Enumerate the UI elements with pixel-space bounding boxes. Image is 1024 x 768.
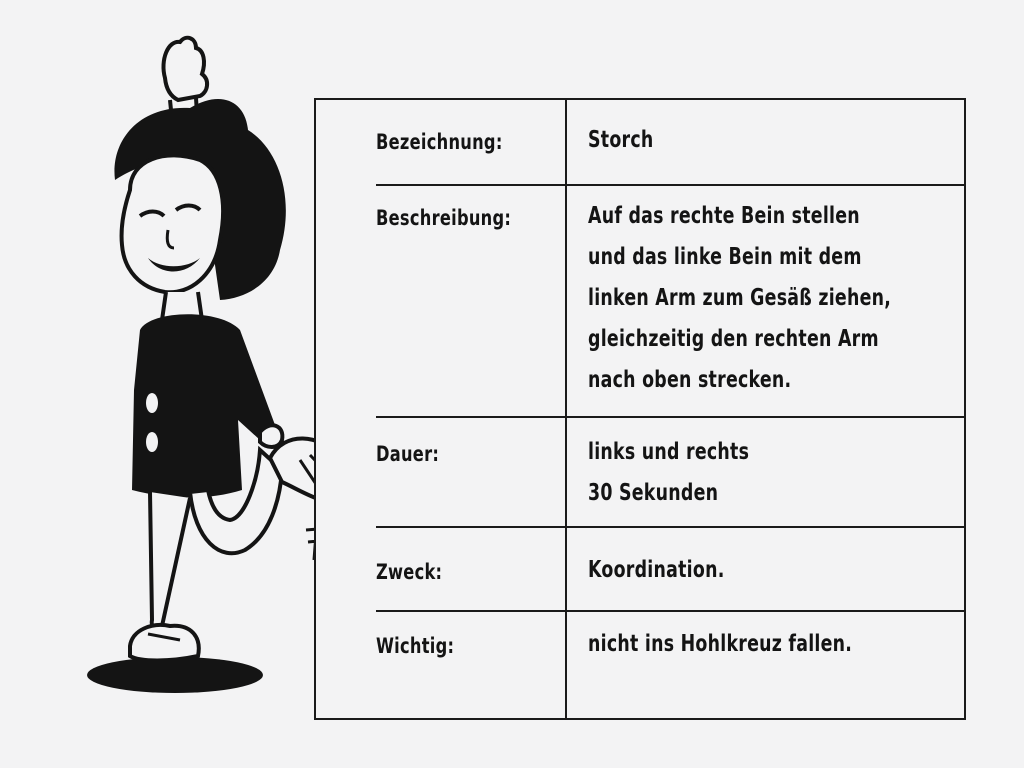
table-row bbox=[376, 528, 964, 612]
row-value: nicht ins Hohlkreuz fallen. bbox=[588, 631, 853, 657]
table-row bbox=[376, 100, 964, 186]
row-label: Dauer: bbox=[376, 442, 440, 466]
row-value: Koordination. bbox=[588, 557, 725, 583]
table-row bbox=[376, 418, 964, 528]
row-label: Bezeichnung: bbox=[376, 130, 503, 154]
row-value: Auf das rechte Bein stellen und das linke Bein mit dem linken Arm zum Gesäß ziehen, gleichzeitig den rechten Arm nach oben strecken. bbox=[588, 203, 892, 393]
row-label: Wichtig: bbox=[376, 634, 455, 658]
table-row bbox=[376, 612, 964, 718]
row-label: Beschreibung: bbox=[376, 206, 512, 230]
row-label: Zweck: bbox=[376, 560, 443, 584]
table-row bbox=[376, 186, 964, 418]
row-value: Storch bbox=[588, 127, 654, 153]
row-value: links und rechts 30 Sekunden bbox=[588, 439, 750, 506]
exercise-table bbox=[314, 98, 966, 720]
